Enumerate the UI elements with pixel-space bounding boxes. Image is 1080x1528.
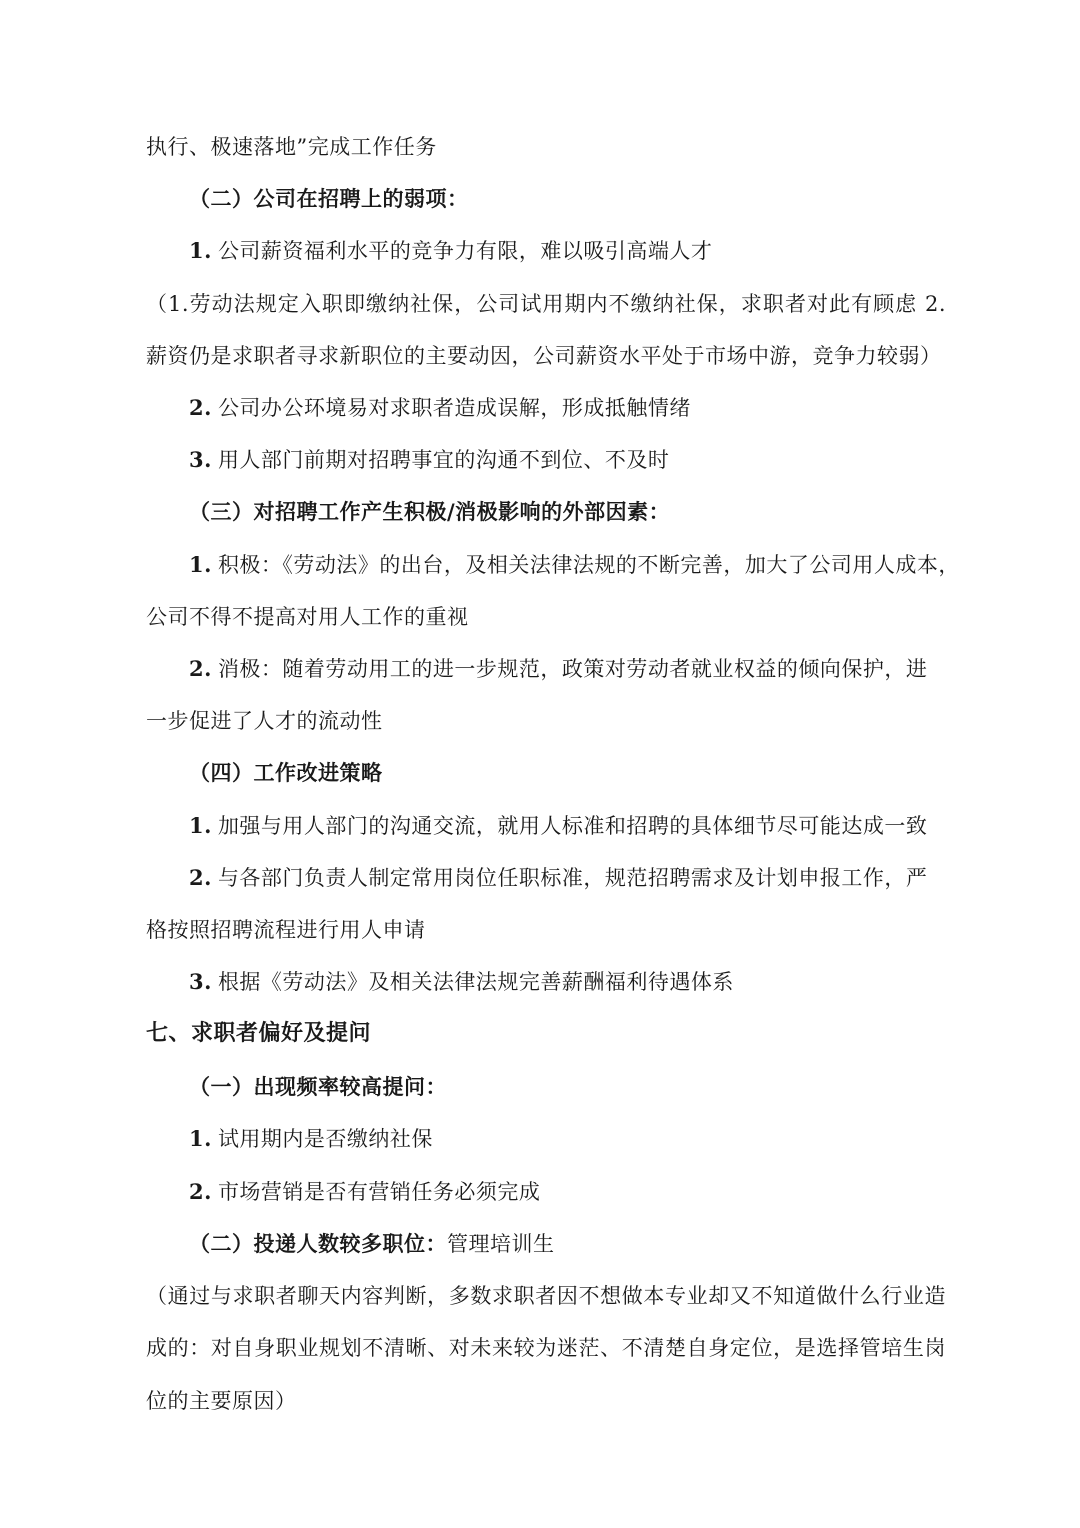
subheading-external-factors: （三）对招聘工作产生积极/消极影响的外部因素： (189, 499, 671, 524)
item-number: 2. (189, 1179, 212, 1204)
item-text: 公司办公环境易对求职者造成误解，形成抵触情绪 (217, 396, 691, 420)
item-number: 2. (189, 395, 212, 420)
subheading-improvement: （四）工作改进策略 (189, 760, 383, 785)
item-number: 2. (189, 865, 212, 890)
item-number: 1. (189, 552, 212, 577)
item-number: 1. (189, 1126, 212, 1151)
list-item (189, 393, 691, 423)
item-text: 加强与用人部门的沟通交流，就用人标准和招聘的具体细节尽可能达成一致 (217, 814, 928, 838)
list-item (189, 811, 927, 841)
item-text: 公司薪资福利水平的竞争力有限，难以吸引高端人才 (217, 239, 713, 263)
note-line: 薪资仍是求职者寻求新职位的主要动因，公司薪资水平处于市场中游，竞争力较弱） (146, 344, 942, 368)
item-text: 市场营销是否有营销任务必须完成 (217, 1180, 541, 1204)
subheading-popular-position (189, 1229, 555, 1259)
item-number: 1. (189, 813, 212, 838)
note-line: （通过与求职者聊天内容判断，多数求职者因不想做本专业却又不知道做什么行业造 (146, 1284, 946, 1308)
item-text: 用人部门前期对招聘事宜的沟通不到位、不及时 (217, 448, 670, 472)
list-item (189, 967, 734, 997)
item-number: 1. (189, 238, 212, 263)
item-text: 根据《劳动法》及相关法律法规完善薪酬福利待遇体系 (217, 970, 734, 994)
subheading-weaknesses: （二）公司在招聘上的弱项： (189, 186, 469, 211)
list-item (189, 550, 960, 580)
item-text: 消极：随着劳动用工的进一步规范，政策对劳动者就业权益的倾向保护，进 (217, 657, 928, 681)
item-number: 3. (189, 969, 212, 994)
list-item (189, 863, 927, 893)
note-line: 成的：对自身职业规划不清晰、对未来较为迷茫、不清楚自身定位，是选择管培生岗 (146, 1336, 946, 1360)
note-line: 位的主要原因） (146, 1389, 297, 1413)
text-line: 公司不得不提高对用人工作的重视 (146, 605, 469, 629)
list-item (189, 1124, 433, 1154)
list-item (189, 445, 669, 475)
item-number: 2. (189, 656, 212, 681)
item-number: 3. (189, 447, 212, 472)
item-text: 积极：《劳动法》的出台，及相关法律法规的不断完善，加大了公司用人成本， (217, 553, 960, 577)
text-line: 一步促进了人才的流动性 (146, 709, 383, 733)
position-name: 管理培训生 (447, 1232, 555, 1256)
subheading-label: （二）投递人数较多职位： (189, 1231, 447, 1256)
list-item (189, 1177, 540, 1207)
text-line: 格按照招聘流程进行用人申请 (146, 918, 426, 942)
item-text: 试用期内是否缴纳社保 (217, 1127, 433, 1151)
item-text: 与各部门负责人制定常用岗位任职标准，规范招聘需求及计划申报工作，严 (217, 866, 928, 890)
note-line: （1.劳动法规定入职即缴纳社保，公司试用期内不缴纳社保，求职者对此有顾虑 2. (146, 292, 946, 316)
subheading-frequent-questions: （一）出现频率较高提问： (189, 1074, 447, 1099)
list-item (189, 654, 927, 684)
section-heading: 七、求职者偏好及提问 (146, 1021, 372, 1046)
text-line: 执行、极速落地”完成工作任务 (146, 135, 437, 159)
list-item (189, 236, 712, 266)
